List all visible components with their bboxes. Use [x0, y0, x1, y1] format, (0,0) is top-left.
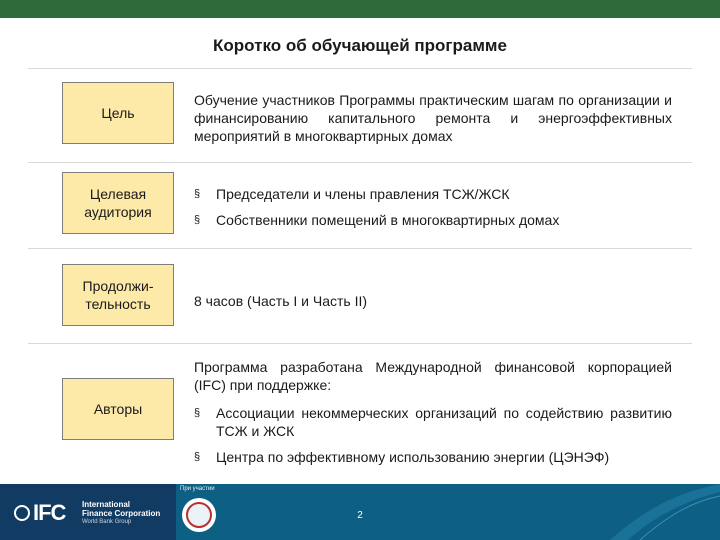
bullet-text: Центра по эффективному использованию энергии (ЦЭНЭФ) — [216, 449, 610, 465]
divider — [28, 248, 692, 249]
list-item — [194, 211, 672, 229]
duration-text: 8 часов (Часть I и Часть II) — [194, 293, 368, 309]
partner-emblem-icon — [182, 498, 216, 532]
bullet-icon: § — [194, 188, 201, 200]
ifc-logo — [14, 500, 65, 526]
bullet-icon: § — [194, 214, 201, 226]
label-goal — [62, 82, 174, 144]
ifc-logo-panel — [0, 484, 176, 540]
label-authors — [62, 378, 174, 440]
bullet-icon: § — [194, 451, 201, 463]
partner-emblem-inner — [186, 502, 212, 528]
page-number: 2 — [357, 510, 363, 521]
ifc-name-line3: World Bank Group — [82, 519, 132, 525]
divider — [28, 68, 692, 69]
audience-list — [194, 185, 672, 229]
list-item — [194, 404, 672, 440]
ifc-logo-text: IFC — [33, 500, 66, 525]
label-duration — [62, 264, 174, 326]
globe-icon — [14, 505, 30, 521]
goal-text: Обучение участников Программы практическим шагам по организации и финансированию капитального ремонта и энергоэффективных мероприятий в многоквартирных домах — [194, 92, 672, 144]
authors-block — [194, 358, 672, 466]
ifc-name-line1: International — [82, 500, 131, 509]
divider — [28, 162, 692, 163]
authors-intro: Программа разработана Международной финансовой корпорацией (IFC) при поддержке: — [194, 359, 672, 393]
label-audience-text: Целевая аудитория — [84, 186, 152, 220]
bullet-text: Ассоциации некоммерческих организаций по содействию развитию ТСЖ и ЖСК — [216, 405, 672, 439]
label-authors-text: Авторы — [93, 401, 143, 417]
list-item — [194, 185, 672, 203]
ifc-name — [82, 500, 160, 527]
label-audience — [62, 172, 174, 234]
page-title: Коротко об обучающей программе — [213, 36, 507, 55]
footer — [0, 484, 720, 540]
label-goal-text: Цель — [101, 105, 135, 121]
list-item — [194, 448, 672, 466]
top-bar — [0, 0, 720, 18]
bullet-text: Председатели и члены правления ТСЖ/ЖСК — [216, 186, 510, 202]
ifc-name-line2: Finance Corporation — [82, 509, 161, 518]
bullet-icon: § — [194, 407, 201, 419]
support-label: При участии — [180, 486, 215, 492]
divider — [28, 343, 692, 344]
label-duration-text: Продолжи-тельность — [82, 278, 154, 312]
bullet-text: Собственники помещений в многоквартирных домах — [216, 212, 560, 228]
